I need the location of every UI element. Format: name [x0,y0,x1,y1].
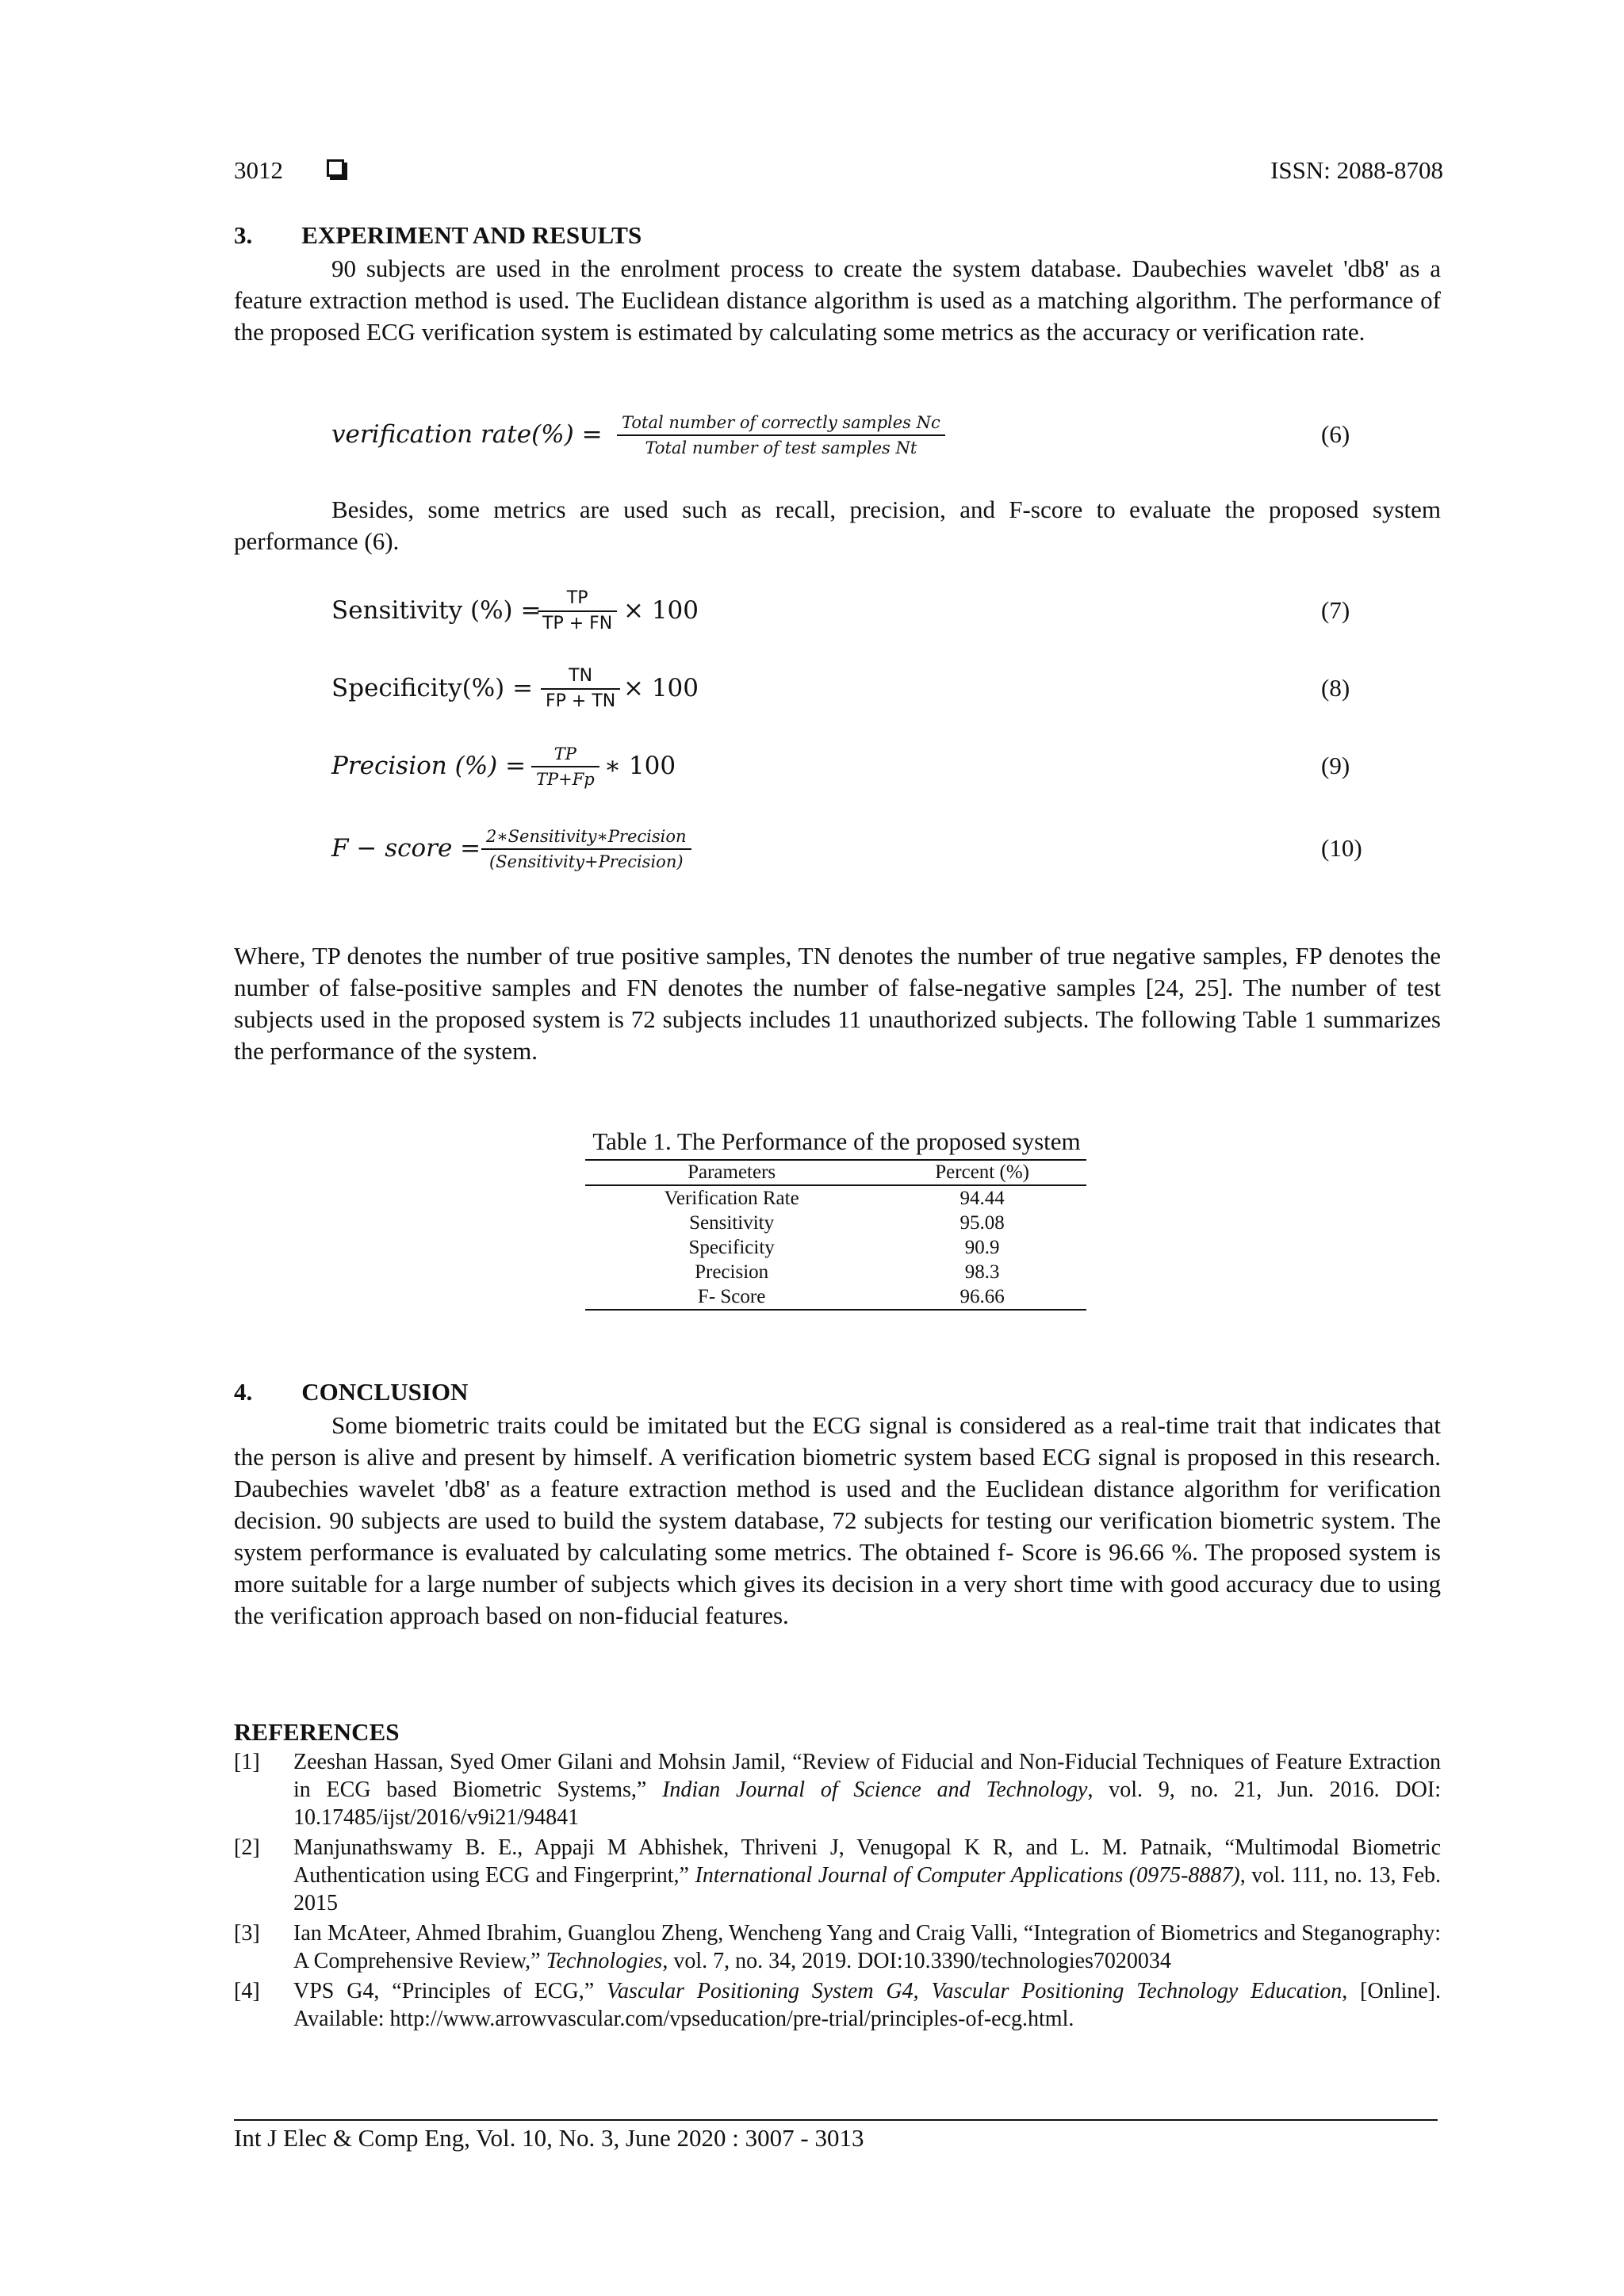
table-cell: 90.9 [964,1237,1000,1258]
paragraph-experiment: 90 subjects are used in the enrolment process to create the system database. Daubechies wavelet 'db8' as a feature extraction method is used. The Euclidean distance algorithm is used as a matching algorithm. The performance of the proposed ECG verification system is estimated by calculating some metrics as the accuracy or verification rate. [234,254,1441,346]
table-header: Percent (%) [878,1160,1086,1185]
reference-text: Manjunathswamy B. E., Appaji M Abhishek, Thriveni J, Venugopal K R, and L. M. Patnaik, “Multimodal Biometric Authentication using ECG and Fingerprint,” [293,1835,1441,1888]
reference-text: , vol. 111, no. 13, Feb. 2015 [293,1863,1442,1915]
table-row [585,1260,1086,1284]
equation-lhs: Sensitivity (%) = [331,596,542,625]
table-cell: F- Score [585,1284,878,1310]
reference-item [234,1748,1441,1831]
section-heading-experiment: 3. EXPERIMENT AND RESULTS [234,221,642,249]
reference-number: [3] [234,1921,260,1946]
equation-fraction: $\frac{TN}{FP + TN}$ [541,664,620,714]
equation-8 [0,664,1624,728]
equation-fraction: 2∗Sensitivity∗Precision (Sensitivity+Precision) [481,825,691,874]
table-cell: 95.08 [959,1212,1005,1234]
reference-item [234,1834,1441,1917]
table-cell: Sensitivity [689,1212,775,1234]
equation-lhs: F − score = [331,834,481,863]
table-row [585,1185,1086,1211]
section-heading-conclusion: 4. CONCLUSION [234,1378,469,1406]
reference-item [234,1919,1441,1975]
paragraph-conclusion: Some biometric traits could be imitated but the ECG signal is considered as a real-time trait that indicates that the person is alive and present by himself. A verification biometric system based ECG signal is proposed in this research. Daubechies wavelet 'db8' as a feature extraction method is used and the Euclidean distance algorithm for verification decision. 90 subjects are used to build the system database, 72 subjects for testing our verification biometric system. The system performance is evaluated by calculating some metrics. The obtained f- Score is 96.66 %. The proposed system is more suitable for a large number of subjects which gives its decision in a very short time with good accuracy due to using the verification approach based on non-fiducial features. [234,1411,1441,1629]
reference-text: , [Online]. Available: http://www.arrowvascular.com/vpseducation/pre-trial/principles-of-ecg.html. [293,1979,1441,2031]
equation-multiplier: ∗ 100 [604,752,676,780]
reference-text: VPS G4, “Principles of ECG,” [293,1979,607,2003]
table-caption: Table 1. The Performance of the proposed system [592,1127,1081,1155]
footer-citation: Int J Elec & Comp Eng, Vol. 10, No. 3, June 2020 : 3007 - 3013 [234,2124,864,2152]
table-cell: 98.3 [964,1261,1000,1283]
reference-text: Zeeshan Hassan, Syed Omer Gilani and Mohsin Jamil, “Review of Fiducial and Non-Fiducial Techniques of Feature Extraction in ECG based Biometric Systems,” [293,1750,1441,1802]
reference-number: [1] [234,1750,260,1774]
equation-lhs: Specificity(%) = [331,674,534,702]
footer-rule [234,2119,1438,2121]
reference-journal: Vascular Positioning System G4, Vascular Positioning Technology Education [606,1979,1342,2003]
reference-item [234,1977,1441,2033]
table-row [585,1211,1086,1235]
table-cell: Verification Rate [664,1188,799,1209]
equation-multiplier: × 100 [623,596,699,625]
table-cell: Precision [695,1261,769,1283]
equation-9 [0,742,1624,806]
equation-fraction: Total number of correctly samples Nc Total number of test samples Nt [617,411,945,460]
equation-number: (7) [1321,596,1350,624]
references-heading: REFERENCES [234,1718,400,1746]
table-header-row [585,1160,1086,1185]
reference-text: Ian McAteer, Ahmed Ibrahim, Guanglou Zheng, Wencheng Yang and Craig Valli, “Integration of Biometrics and Steganography: A Comprehensive Review,” [293,1921,1441,1973]
reference-text: , vol. 9, no. 21, Jun. 2016. DOI: 10.17485/ijst/2016/v9i21/94841 [293,1777,1441,1830]
square-bullet-icon [327,159,344,177]
page-number: 3012 [234,156,283,184]
reference-journal: Indian Journal of Science and Technology [662,1777,1088,1802]
paragraph-definitions: Where, TP denotes the number of true positive samples, TN denotes the number of true negative samples, FP denotes the number of false-positive samples and FN denotes the number of false-negative samples [24, 25]. The number of test subjects used in the proposed system is 72 subjects includes 11 unauthorized subjects. The following Table 1 summarizes the performance of the system. [234,942,1441,1065]
reference-number: [2] [234,1835,260,1860]
equation-multiplier: × 100 [623,674,699,702]
reference-journal: Technologies [546,1949,663,1973]
equation-7 [0,587,1624,650]
equation-number: (10) [1321,834,1362,862]
reference-journal: International Journal of Computer Applications (0975-8887) [695,1863,1240,1888]
performance-table [585,1159,1086,1311]
table-header: Parameters [585,1160,878,1185]
equation-lhs: Precision (%) = [331,752,527,780]
equation-number: (6) [1321,420,1350,448]
issn: ISSN: 2088-8708 [1270,156,1443,184]
table-row [585,1235,1086,1260]
reference-text: , vol. 7, no. 34, 2019. DOI:10.3390/technologies7020034 [662,1949,1171,1973]
table-cell: Specificity [688,1237,775,1258]
equation-number: (9) [1321,752,1350,779]
equation-number: (8) [1321,674,1350,702]
paragraph-metrics: Besides, some metrics are used such as recall, precision, and F-score to evaluate the proposed system performance (6). [234,496,1441,555]
reference-number: [4] [234,1979,260,2003]
table-cell: 94.44 [959,1188,1005,1209]
table-cell: 96.66 [878,1284,1086,1310]
equation-10 [0,825,1624,888]
equation-fraction: $\frac{TP}{TP+Fp}$ [531,742,599,791]
equation-fraction: $\frac{TP}{TP + FN}$ [538,587,617,636]
table-row [585,1284,1086,1310]
equation-lhs: verification rate(%) = [331,420,603,449]
equation-6 [0,411,1624,474]
